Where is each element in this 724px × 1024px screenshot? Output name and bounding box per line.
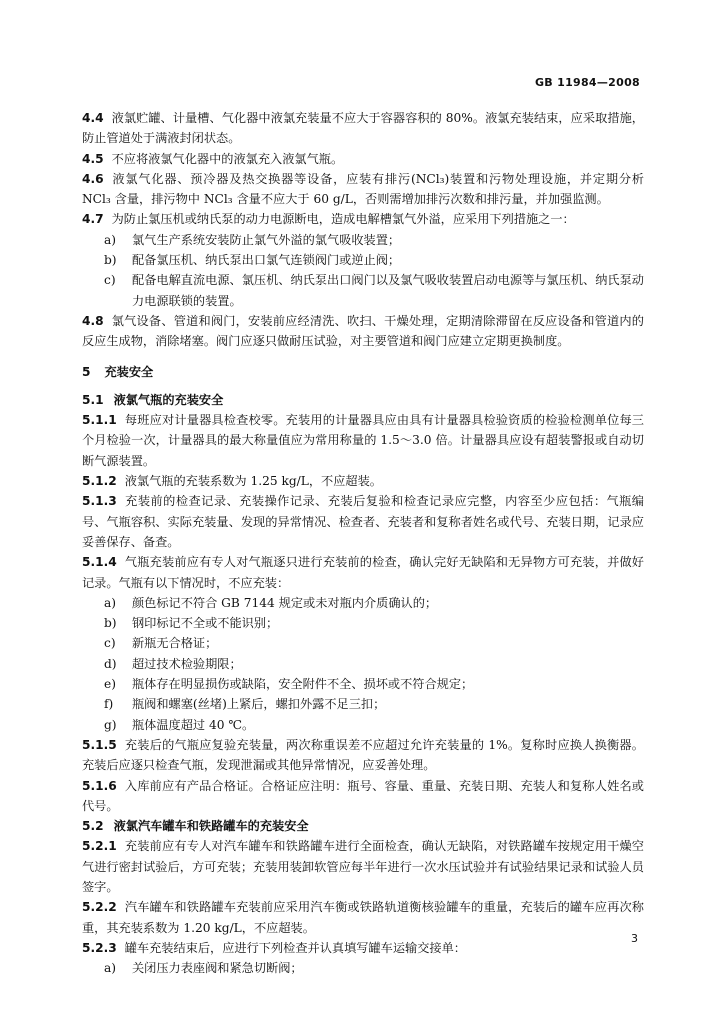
subsection-title: 液氯汽车罐车和铁路罐车的充装安全: [113, 819, 309, 834]
clause-text: 每班应对计量器具检查校零。充装用的计量器具应由具有计量器具检验资质的检验检测单位每三个月检验一次，计量器具的最大称量值应为常用称量的 1.5～3.0 倍。计量器具应设有超装警报或自动切断气源装置。: [82, 413, 644, 468]
clause-number: 5.1.6: [82, 778, 117, 793]
list-item: [82, 230, 644, 250]
list-item-label: b): [104, 253, 117, 268]
clause-paragraph: [82, 552, 644, 593]
list-item: [82, 613, 644, 633]
clause-text: 液氯气瓶的充装系数为 1.25 kg/L，不应超装。: [124, 474, 382, 489]
list-item-label: d): [104, 656, 117, 671]
list-item: [82, 958, 644, 978]
clause-number: 4.4: [82, 111, 104, 125]
clause-paragraph: [82, 209, 644, 229]
clause-text: 充装前的检查记录、充装操作记录、充装后复验和检查记录应完整，内容至少应包括：气瓶编号、气瓶容积、实际充装量、发现的异常情况、检查者、充装者和复称者姓名或代号、充装日期，记录应妥善保存、备查。: [82, 494, 644, 549]
clause-text: 充装后的气瓶应复验充装量，两次称重误差不应超过允许充装量的 1%。复称时应换人换衡器。充装后应逐只检查气瓶，发现泄漏或其他异常情况，应妥善处理。: [82, 737, 644, 773]
clause-paragraph: [82, 836, 644, 897]
clause-text: 液氯气化器、预冷器及热交换器等设备，应装有排污(NCl₃)装置和污物处理设施，并定期分析 NCl₃ 含量，排污物中 NCl₃ 含量不应大于 60 g/L，否则需增加排污次数和排污量，并加强监测。: [82, 171, 644, 207]
subsection-number: 5.1: [82, 392, 104, 407]
list-item-text: 颜色标记不符合 GB 7144 规定或未对瓶内介质确认的；: [132, 595, 438, 610]
clause-paragraph: [82, 938, 644, 958]
clause-number: 5.1.1: [82, 413, 117, 428]
clause-paragraph: [82, 471, 644, 491]
clause-number: 5.1.5: [82, 737, 117, 752]
list-item-label: e): [104, 677, 116, 692]
clause-paragraph: [82, 491, 644, 552]
clause-text: 入库前应有产品合格证。合格证应注明：瓶号、容量、重量、充装日期、充装人和复称人姓名或代号。: [82, 778, 644, 813]
clause-paragraph: [82, 149, 644, 169]
list-item-text: 关闭压力表座阀和紧急切断阀；: [132, 961, 303, 976]
list-item: [82, 633, 644, 653]
list-item: [82, 715, 644, 735]
section-heading: [82, 362, 644, 382]
clause-paragraph: [82, 169, 644, 210]
list-item-label: b): [104, 616, 117, 631]
page-number: 3: [631, 932, 638, 945]
clause-number: 4.8: [82, 313, 104, 328]
subsection-heading: [82, 390, 644, 410]
list-item: [82, 270, 644, 311]
list-item-label: c): [104, 273, 116, 288]
clause-paragraph: [82, 776, 644, 817]
list-item-label: a): [104, 232, 117, 247]
clause-text: 气瓶充装前应有专人对气瓶逐只进行充装前的检查，确认完好无缺陷和无异物方可充装，并做好记录。气瓶有以下情况时，不应充装：: [82, 555, 644, 590]
list-item-label: c): [104, 636, 116, 651]
clause-number: 4.6: [82, 171, 104, 186]
list-item: [82, 654, 644, 674]
list-item: [82, 674, 644, 694]
subsection-number: 5.2: [82, 819, 104, 834]
clause-number: 5.1.3: [82, 494, 117, 509]
list-item: [82, 593, 644, 613]
clause-text: 充装前应有专人对汽车罐车和铁路罐车进行全面检查，确认无缺陷，对铁路罐车按规定用干燥空气进行密封试验后，方可充装；充装用装卸软管应每半年进行一次水压试验并有试验结果记录和试验人员签字。: [82, 839, 644, 894]
list-item-label: f): [104, 697, 114, 712]
clause-number: 5.2.2: [82, 900, 117, 915]
subsection-heading: [82, 816, 644, 836]
clause-text: 氯气设备、管道和阀门，安装前应经清洗、吹扫、干燥处理，定期清除滞留在反应设备和管道内的反应生成物，消除堵塞。阀门应逐只做耐压试验，对主要管道和阀门应建立定期更换制度。: [82, 313, 644, 349]
subsection-title: 液氯气瓶的充装安全: [113, 392, 224, 407]
clause-paragraph: [82, 311, 644, 352]
standard-code: GB 11984—2008: [534, 76, 640, 89]
clause-number: 5.2.3: [82, 940, 117, 955]
clause-text: 罐车充装结束后，应进行下列检查并认真填写罐车运输交接单：: [124, 940, 466, 955]
clause-number: 4.7: [82, 212, 104, 227]
list-item-text: 瓶阀和螺塞(丝堵)上紧后，螺扣外露不足三扣；: [132, 697, 386, 712]
list-item-text: 氯气生产系统安装防止氯气外溢的氯气吸收装置；: [132, 232, 401, 247]
list-item-text: 瓶体温度超过 40 ℃。: [132, 717, 255, 732]
list-item-text: 钢印标记不全或不能识别；: [132, 616, 279, 631]
clause-number: 5.1.4: [82, 555, 117, 570]
clause-paragraph: [82, 410, 644, 471]
list-item-label: a): [104, 961, 117, 976]
clause-text: 不应将液氯气化器中的液氯充入液氯气瓶。: [111, 151, 344, 166]
list-item: [82, 694, 644, 714]
list-item-text: 瓶体存在明显损伤或缺陷，安全附件不全、损坏或不符合规定；: [132, 677, 474, 692]
list-item-text: 新瓶无合格证；: [132, 636, 218, 651]
clause-paragraph: [82, 735, 644, 776]
clause-number: 4.5: [82, 151, 104, 166]
clause-paragraph: [82, 897, 644, 938]
clause-text: 汽车罐车和铁路罐车充装前应采用汽车衡或铁路轨道衡核验罐车的重量，充装后的罐车应再次称重，其充装系数为 1.20 kg/L，不应超装。: [82, 900, 644, 935]
clause-text: 为防止氯压机或纳氏泵的动力电源断电，造成电解槽氯气外溢，应采用下列措施之一：: [111, 212, 575, 227]
list-item-text: 配备氯压机、纳氏泵出口氯气连锁阀门或逆止阀；: [132, 253, 401, 268]
clause-number: 5.2.1: [82, 839, 117, 854]
list-item-label: g): [104, 717, 117, 732]
list-item: [82, 250, 644, 270]
section-title: 充装安全: [104, 364, 154, 379]
list-item-text: 配备电解直流电源、氯压机、纳氏泵出口阀门以及氯气吸收装置启动电源等与氯压机、纳氏泵动力电源联锁的装置。: [132, 273, 644, 308]
list-item-text: 超过技术检验期限；: [132, 656, 242, 671]
document-body: [82, 108, 644, 978]
clause-text: 液氯贮罐、计量槽、气化器中液氯充装量不应大于容器容积的 80%。液氯充装结束，应采取措施，防止管道处于满液封闭状态。: [82, 111, 644, 146]
clause-paragraph: [82, 108, 644, 149]
clause-number: 5.1.2: [82, 474, 117, 489]
list-item-label: a): [104, 595, 117, 610]
section-number: 5: [82, 364, 91, 379]
